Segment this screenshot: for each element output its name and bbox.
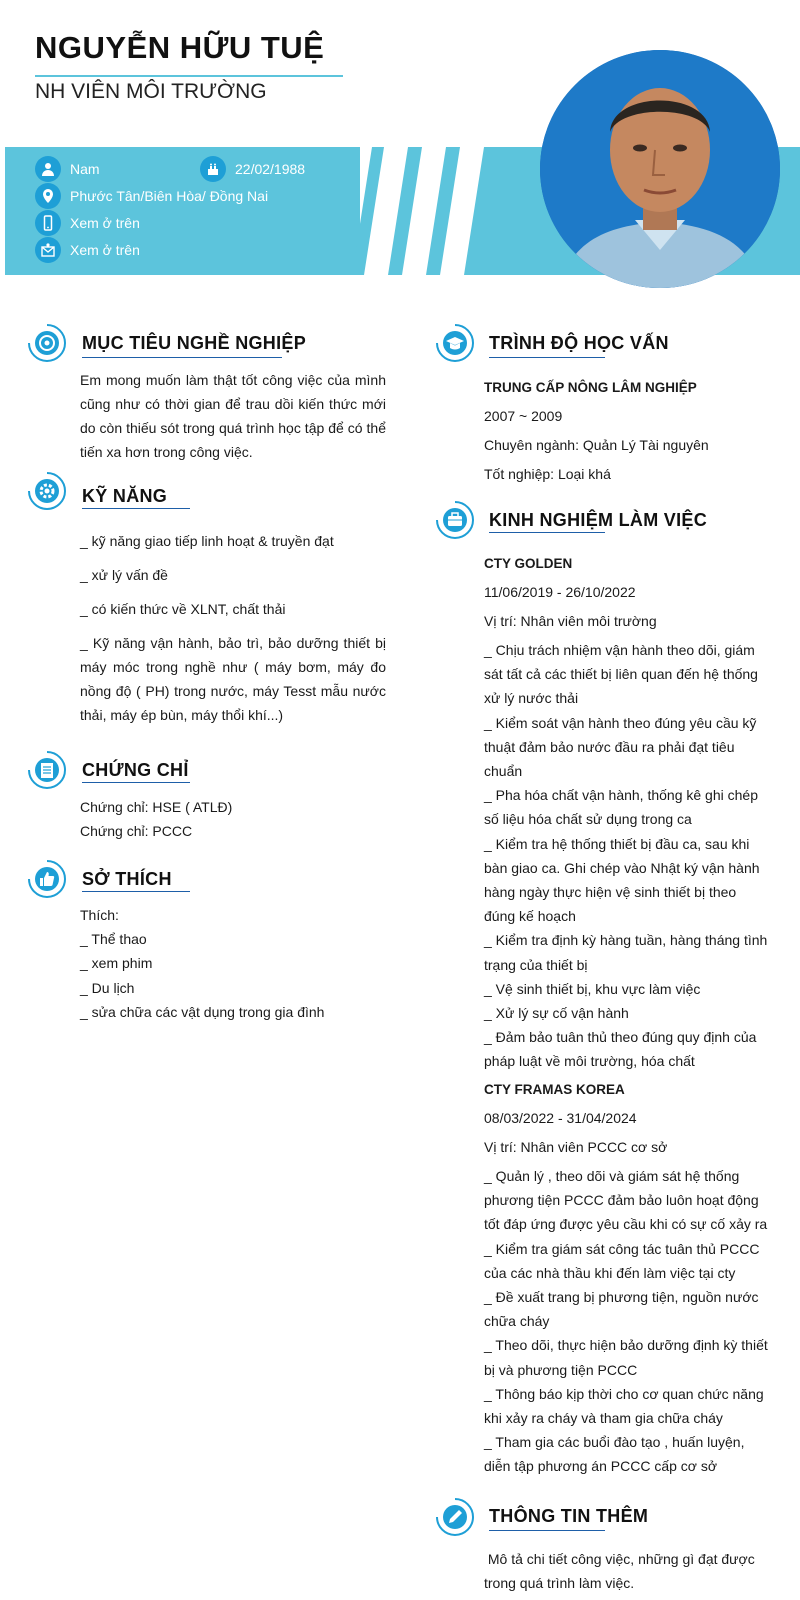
- briefcase-icon: [435, 500, 475, 540]
- job-duty-line: _ Đề xuất trang bị phương tiện, nguồn nước: [484, 1289, 759, 1306]
- hobby-item: _ xem phim: [80, 955, 153, 972]
- gear-icon: [27, 471, 67, 511]
- education-school: TRUNG CẤP NÔNG LÂM NGHIỆP: [484, 380, 697, 395]
- job-duty-line: trạng của thiết bị: [484, 956, 588, 973]
- job-position: Vị trí: Nhân viên PCCC cơ sở: [484, 1139, 668, 1155]
- decorative-stripes: [350, 147, 510, 275]
- additional-title: THÔNG TIN THÊM: [489, 1506, 649, 1526]
- job-period: 08/03/2022 - 31/04/2024: [484, 1110, 637, 1126]
- hobbies-title: SỞ THÍCH: [82, 869, 172, 889]
- job-title: NH VIÊN MÔI TRƯỜNG: [35, 80, 267, 103]
- job-company: CTY FRAMAS KOREA: [484, 1082, 625, 1097]
- job-duty-line: _ Kiểm tra giám sát công tác tuân thủ PCCC: [484, 1240, 760, 1257]
- certificate-item: Chứng chỉ: PCCC: [80, 823, 193, 839]
- job-duty-line: _ Xử lý sự cố vận hành: [484, 1005, 629, 1022]
- contact-birthday: [200, 156, 305, 182]
- job-duty-line: _ Đảm bảo tuân thủ theo đúng quy định của: [484, 1029, 757, 1046]
- email-text: Xem ở trên: [70, 242, 140, 258]
- objective-underline: [82, 357, 282, 358]
- profile-photo: [540, 50, 780, 288]
- experience-title: KINH NGHIỆM LÀM VIỆC: [489, 510, 708, 530]
- job-duty-line: _ Theo dõi, thực hiện bảo dưỡng định kỳ thiết: [484, 1337, 768, 1354]
- certificate-icon: [27, 750, 67, 790]
- pencil-icon: [435, 1497, 475, 1537]
- job-duty-line: _ Kiểm tra định kỳ hàng tuần, hàng tháng tình: [484, 932, 768, 949]
- email-icon: [35, 237, 61, 263]
- hobby-item: _ Du lịch: [80, 979, 135, 996]
- hobby-item: _ Thể thao: [80, 931, 147, 948]
- job-duty-line: khi xảy ra cháy và tham gia chữa cháy: [484, 1410, 723, 1427]
- job-duty-line: _ Chịu trách nhiệm vận hành theo dõi, giám: [484, 642, 755, 658]
- objective-title: MỤC TIÊU NGHỀ NGHIỆP: [82, 333, 307, 353]
- certificates-list: [80, 795, 232, 843]
- contact-phone: [35, 210, 140, 236]
- job-position: Vị trí: Nhân viên môi trường: [484, 613, 657, 629]
- job-duty-line: sát tất cả các thiết bị liên quan đến hệ thống: [484, 666, 758, 683]
- education-major: Chuyên ngành: Quản Lý Tài nguyên: [484, 437, 709, 453]
- job-duty-line: chuẩn: [484, 763, 523, 780]
- objective-text: Em mong muốn làm thật tốt công việc của mình cũng như có thời gian để trau dồi kiến thức mới do còn thiếu sót trong quá trình học tập để có thể tiến xa hơn trong công việc.: [80, 372, 386, 460]
- hobby-item: Thích:: [80, 907, 119, 923]
- job-duties-golden: [484, 638, 767, 1074]
- name-underline: [35, 75, 343, 77]
- hobbies-underline: [82, 891, 190, 892]
- certificates-underline: [82, 782, 190, 783]
- skills-title: KỸ NĂNG: [82, 486, 168, 506]
- job-duty-line: _ Vệ sinh thiết bị, khu vực làm việc: [484, 980, 701, 997]
- location-pin-icon: [35, 183, 61, 209]
- address-text: Phước Tân/Biên Hòa/ Đồng Nai: [70, 188, 269, 204]
- phone-text: Xem ở trên: [70, 215, 140, 231]
- education-period: 2007 ~ 2009: [484, 408, 563, 424]
- gender-text: Nam: [70, 161, 100, 177]
- thumbs-up-icon: [27, 859, 67, 899]
- job-duty-line: đúng kế hoạch: [484, 908, 576, 925]
- job-duty-line: của các nhà thầu khi đến làm việc tại cty: [484, 1264, 736, 1281]
- job-duty-line: diễn tập phương án PCCC cấp cơ sở: [484, 1458, 718, 1475]
- job-duty-line: chữa cháy: [484, 1313, 550, 1330]
- additional-text: [484, 1547, 755, 1595]
- additional-line: Mô tả chi tiết công việc, những gì đạt được: [484, 1551, 755, 1567]
- job-duties-framas: [484, 1164, 768, 1479]
- skill-item: _ Kỹ năng vận hành, bảo trì, bảo dưỡng thiết bị máy móc trong nghề như ( máy bơm, máy đo nồng độ ( PH) trong nước, máy Tesst mẫu nước thải, máy ép bùn, máy thổi khí...): [80, 635, 386, 723]
- hobbies-list: [80, 903, 324, 1024]
- skill-item: _ kỹ năng giao tiếp linh hoạt & truyền đạt: [80, 533, 334, 549]
- job-duty-line: bị và phương tiện PCCC: [484, 1361, 638, 1378]
- job-block-framas: [484, 1075, 667, 1162]
- education-title: TRÌNH ĐỘ HỌC VẤN: [489, 333, 669, 353]
- job-duty-line: pháp luật về môi trường, hóa chất: [484, 1053, 695, 1070]
- skill-item: _ có kiến thức về XLNT, chất thải: [80, 601, 286, 617]
- certificate-item: Chứng chỉ: HSE ( ATLĐ): [80, 799, 233, 815]
- contact-address: [35, 183, 268, 209]
- additional-line: trong quá trình làm việc.: [484, 1575, 635, 1591]
- contact-gender: [35, 156, 100, 182]
- job-company: CTY GOLDEN: [484, 556, 573, 571]
- job-duty-line: _ Pha hóa chất vận hành, thống kê ghi chép: [484, 787, 758, 804]
- additional-underline: [489, 1530, 605, 1531]
- job-duty-line: _ Thông báo kịp thời cho cơ quan chức năng: [484, 1385, 764, 1402]
- job-duty-line: bàn giao ca. Ghi chép vào Nhật ký vận hành: [484, 859, 760, 876]
- job-duty-line: _ Kiểm soát vận hành theo đúng yêu cầu kỹ: [484, 714, 757, 731]
- job-duty-line: phương tiện PCCC đảm bảo luôn hoạt động: [484, 1192, 759, 1209]
- birthday-text: 22/02/1988: [235, 161, 306, 177]
- education-underline: [489, 357, 605, 358]
- job-duty-line: _ Tham gia các buổi đào tạo , huấn luyện,: [484, 1434, 745, 1451]
- job-duty-line: số liệu hóa chất sử dụng trong ca: [484, 811, 692, 828]
- certificates-title: CHỨNG CHỈ: [82, 760, 189, 780]
- phone-icon: [35, 210, 61, 236]
- job-duty-line: thuật đảm bảo nước đầu ra phải đạt tiêu: [484, 738, 735, 755]
- job-duty-line: _ Kiểm tra hệ thống thiết bị đầu ca, sau khi: [484, 835, 750, 852]
- target-icon: [27, 323, 67, 363]
- skill-item: _ xử lý vấn đề: [80, 567, 168, 583]
- job-period: 11/06/2019 - 26/10/2022: [484, 584, 636, 600]
- job-duty-line: _ Quản lý , theo dõi và giám sát hệ thống: [484, 1168, 740, 1184]
- contact-email: [35, 237, 140, 263]
- job-duty-line: tốt đáp ứng được yêu cầu khi có sự cố xảy ra: [484, 1216, 768, 1233]
- education-block: [484, 373, 709, 489]
- person-icon: [35, 156, 61, 182]
- graduation-cap-icon: [435, 323, 475, 363]
- experience-underline: [489, 532, 605, 533]
- education-grade: Tốt nghiệp: Loại khá: [484, 466, 611, 482]
- candidate-name: NGUYỄN HỮU TUỆ: [35, 30, 325, 65]
- skills-underline: [82, 508, 190, 509]
- job-duty-line: xử lý nước thải: [484, 690, 579, 707]
- job-duty-line: hàng ngày thực hiện vệ sinh thiết bị theo: [484, 884, 737, 901]
- birthday-cake-icon: [200, 156, 226, 182]
- job-block-golden: [484, 549, 657, 636]
- hobby-item: _ sửa chữa các vật dụng trong gia đình: [80, 1003, 325, 1020]
